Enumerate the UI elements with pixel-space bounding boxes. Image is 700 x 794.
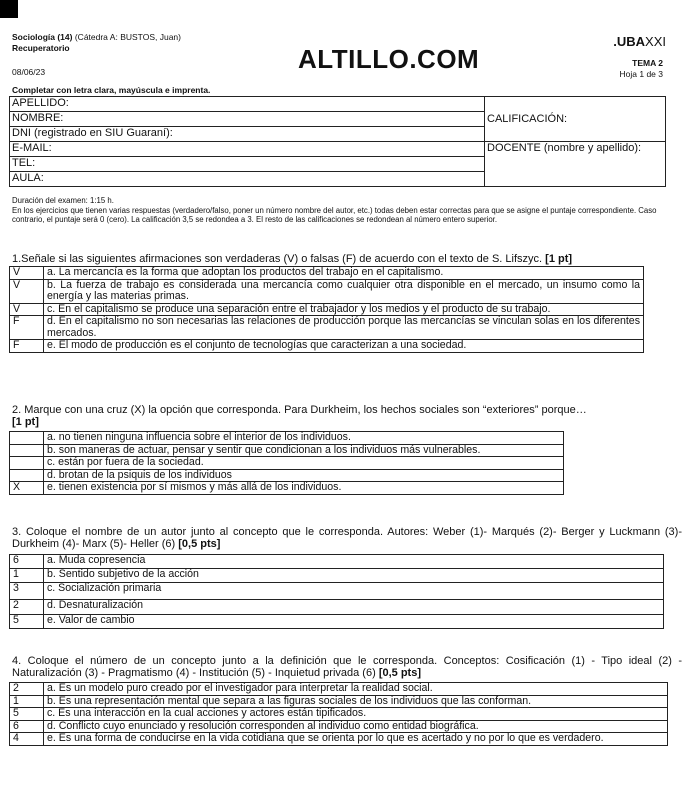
- statement-cell: b. La fuerza de trabajo es considerada una mercancía como cualquier otra disponible en el mercado, un insumo como la energía y las materias primas.: [44, 279, 644, 303]
- table-row: [10, 583, 664, 600]
- q3-table: [9, 554, 664, 629]
- table-row: [10, 457, 564, 470]
- table-row: [10, 708, 668, 721]
- answer-cell[interactable]: 6: [10, 555, 44, 569]
- page-count: Hoja 1 de 3: [619, 69, 663, 79]
- exam-date: 08/06/23: [12, 67, 46, 77]
- apellido-field[interactable]: APELLIDO:: [10, 97, 485, 112]
- answer-cell[interactable]: F: [10, 316, 44, 340]
- table-row: [10, 279, 644, 303]
- table-row: [10, 340, 644, 353]
- q2-prompt-text: 2. Marque con una cruz (X) la opción que corresponda. Para Durkheim, los hechos sociales son “exteriores” porque…: [12, 404, 587, 416]
- answer-cell[interactable]: [10, 469, 44, 482]
- q1-table: [9, 266, 644, 353]
- grading-rules: En los ejercicios que tienen varias respuestas (verdadero/falso, poner un número nombre del autor, etc.) todas deben estar correctas para que se asigne el puntaje correspondiente. Caso contrario, el puntaje será 0 (cero). La calificación 3,5 se redondea a 3. El resto de las calificaciones se redondean al número entero superior.: [12, 206, 657, 225]
- table-row: [10, 600, 664, 615]
- table-row: [10, 444, 564, 457]
- table-row: [10, 683, 668, 696]
- tema-block: [620, 58, 663, 80]
- q2-points: [1 pt]: [12, 416, 39, 428]
- docente-field[interactable]: DOCENTE (nombre y apellido):: [485, 142, 666, 187]
- table-row: [10, 267, 644, 280]
- calificacion-field[interactable]: CALIFICACIÓN:: [485, 97, 666, 142]
- option-cell: d. brotan de la psiquis de los individuos: [44, 469, 564, 482]
- table-row: [10, 303, 644, 316]
- answer-cell[interactable]: V: [10, 267, 44, 280]
- answer-cell[interactable]: [10, 432, 44, 445]
- answer-cell[interactable]: 1: [10, 569, 44, 583]
- tel-field[interactable]: TEL:: [10, 157, 485, 172]
- answer-cell[interactable]: X: [10, 482, 44, 495]
- option-cell: a. no tienen ninguna influencia sobre el interior de los individuos.: [44, 432, 564, 445]
- answer-cell[interactable]: [10, 457, 44, 470]
- uba-logo-bold: .UBA: [613, 34, 646, 49]
- exam-duration: Duración del examen: 1:15 h.: [12, 196, 114, 205]
- answer-cell[interactable]: 4: [10, 733, 44, 746]
- course-name: Sociología (14): [12, 32, 73, 42]
- answer-cell[interactable]: V: [10, 303, 44, 316]
- table-row: [10, 695, 668, 708]
- corner-mark: [0, 0, 18, 18]
- q2-prompt: [12, 404, 682, 428]
- option-cell: e. tienen existencia por sí mismos y más allá de los individuos.: [44, 482, 564, 495]
- definition-cell: d. Conflicto cuyo enunciado y resolución corresponden al individuo como entidad biográfica.: [44, 720, 668, 733]
- email-field[interactable]: E-MAIL:: [10, 142, 485, 157]
- course-line: [12, 32, 181, 42]
- answer-cell[interactable]: 2: [10, 600, 44, 615]
- concept-cell: e. Valor de cambio: [44, 615, 664, 629]
- definition-cell: c. Es una interacción en la cual acciones y actores están tipificados.: [44, 708, 668, 721]
- table-row: [10, 720, 668, 733]
- q4-points: [0,5 pts]: [378, 667, 421, 679]
- answer-cell[interactable]: 5: [10, 708, 44, 721]
- altillo-logo: ALTILLO.COM: [298, 44, 480, 74]
- answer-cell[interactable]: 3: [10, 583, 44, 600]
- definition-cell: e. Es una forma de conducirse en la vida cotidiana que se orienta por lo que es acertado y no por lo que es verdadero.: [44, 733, 668, 746]
- answer-cell[interactable]: F: [10, 340, 44, 353]
- q4-table: [9, 682, 668, 746]
- fill-instruction: Completar con letra clara, mayúscula e imprenta.: [12, 85, 211, 95]
- tema-label: TEMA 2: [632, 58, 663, 68]
- definition-cell: a. Es un modelo puro creado por el investigador para interpretar la realidad social.: [44, 683, 668, 696]
- table-row: [10, 569, 664, 583]
- answer-cell[interactable]: [10, 444, 44, 457]
- chair-name: (Cátedra A: BUSTOS, Juan): [74, 32, 181, 42]
- option-cell: c. están por fuera de la sociedad.: [44, 457, 564, 470]
- q2-table: [9, 431, 564, 495]
- statement-cell: e. El modo de producción es el conjunto de tecnologías que caracterizan a una sociedad.: [44, 340, 644, 353]
- statement-cell: d. En el capitalismo no son necesarias las relaciones de producción porque las mercancías se vinculan solas en los diferentes mercados.: [44, 316, 644, 340]
- answer-cell[interactable]: 2: [10, 683, 44, 696]
- table-row: [10, 555, 664, 569]
- student-info-table: [9, 96, 666, 187]
- table-row: [10, 615, 664, 629]
- answer-cell[interactable]: 6: [10, 720, 44, 733]
- statement-cell: c. En el capitalismo se produce una separación entre el trabajador y los medios y el producto de su trabajo.: [44, 303, 644, 316]
- q3-prompt-text: 3. Coloque el nombre de un autor junto al concepto que le corresponda. Autores: Weber (1)- Marqués (2)- Berger y Luckmann (3)- Durkheim (4)- Marx (5)- Heller (6): [12, 526, 682, 550]
- statement-cell: a. La mercancía es la forma que adoptan los productos del trabajo en el capitalismo.: [44, 267, 644, 280]
- q1-points: [1 pt]: [545, 253, 573, 265]
- concept-cell: b. Sentido subjetivo de la acción: [44, 569, 664, 583]
- concept-cell: a. Muda copresencia: [44, 555, 664, 569]
- exam-type: Recuperatorio: [12, 43, 70, 53]
- table-row: [10, 482, 564, 495]
- table-row: [10, 316, 644, 340]
- dni-field[interactable]: DNI (registrado en SIU Guaraní):: [10, 127, 485, 142]
- answer-cell[interactable]: 1: [10, 695, 44, 708]
- nombre-field[interactable]: NOMBRE:: [10, 112, 485, 127]
- uba-logo-suffix: XXI: [645, 34, 666, 49]
- definition-cell: b. Es una representación mental que separa a las figuras sociales de los individuos que las conforman.: [44, 695, 668, 708]
- aula-field[interactable]: AULA:: [10, 172, 485, 187]
- answer-cell[interactable]: V: [10, 279, 44, 303]
- concept-cell: c. Socialización primaria: [44, 583, 664, 600]
- table-row: [10, 469, 564, 482]
- table-row: [10, 432, 564, 445]
- table-row: [10, 733, 668, 746]
- q3-points: [0,5 pts]: [178, 538, 221, 550]
- option-cell: b. son maneras de actuar, pensar y sentir que condicionan a los individuos más vulnerables.: [44, 444, 564, 457]
- q4-prompt-text: 4. Coloque el número de un concepto junto a la definición que le corresponda. Conceptos: Cosificación (1) - Tipo ideal (2) - Naturalización (3) - Pragmatismo (4) - Institución (5) - Inquietud privada (6): [12, 655, 682, 679]
- concept-cell: d. Desnaturalización: [44, 600, 664, 615]
- q4-prompt: [12, 655, 682, 679]
- answer-cell[interactable]: 5: [10, 615, 44, 629]
- uba-logo: [613, 34, 666, 49]
- q1-prompt-text: 1.Señale si las siguientes afirmaciones son verdaderas (V) o falsas (F) de acuerdo con el texto de S. Lifszyc.: [12, 253, 543, 265]
- q3-prompt: [12, 526, 682, 550]
- q1-prompt: [12, 253, 682, 265]
